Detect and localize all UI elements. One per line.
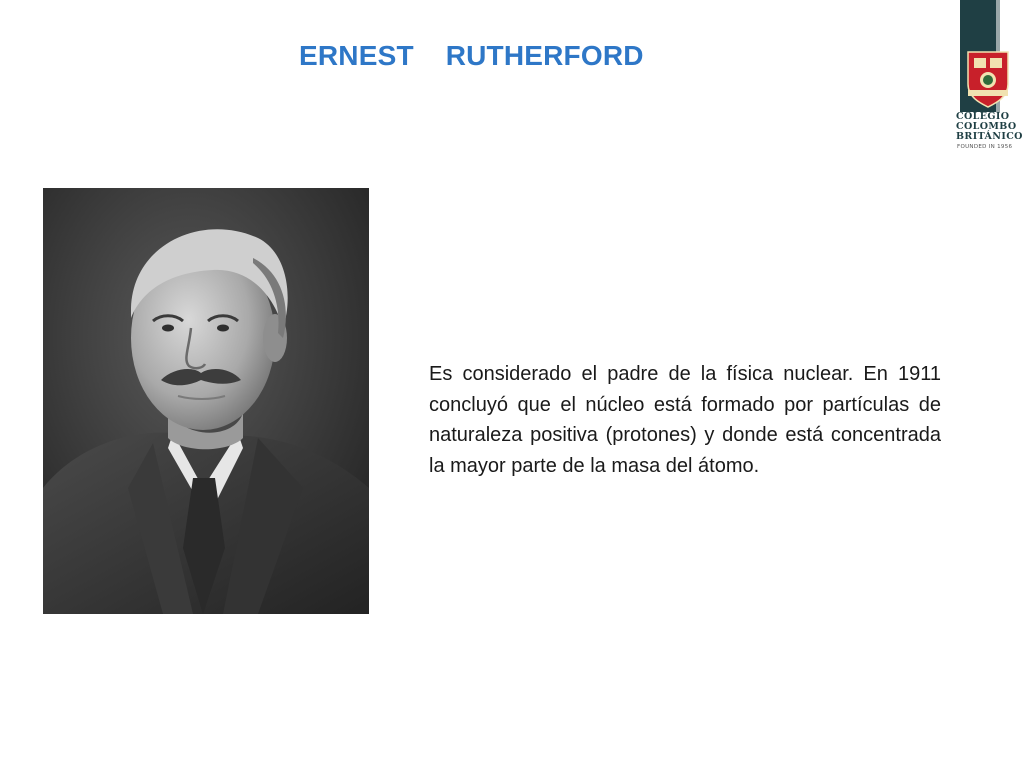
portrait-illustration bbox=[43, 188, 369, 614]
logo-name-line1: COLEGIO bbox=[956, 111, 1010, 122]
body-paragraph: Es considerado el padre de la física nuclear. En 1911 concluyó que el núcleo está formado por partículas de naturaleza positiva (protones) y donde está concentrada la mayor parte de la masa del átomo. bbox=[429, 363, 941, 477]
school-logo bbox=[956, 0, 1023, 155]
logo-founded: FOUNDED IN 1956 bbox=[957, 144, 1013, 150]
slide-title: ERNEST RUTHERFORD bbox=[299, 40, 644, 71]
logo-name-line3: BRITÁNICO bbox=[956, 131, 1023, 142]
crest-icon bbox=[964, 50, 1012, 108]
portrait-photo bbox=[43, 188, 369, 614]
logo-name-line2: COLOMBO bbox=[956, 121, 1017, 132]
logo-school-name bbox=[956, 111, 1023, 142]
